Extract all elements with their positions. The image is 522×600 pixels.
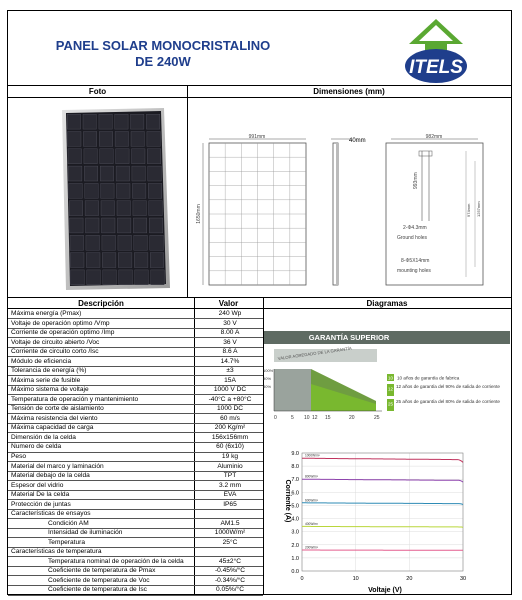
spec-description: Características de temperatura — [11, 548, 102, 556]
solar-cell — [67, 114, 80, 129]
solar-cell — [102, 235, 116, 250]
solar-cell — [132, 149, 146, 164]
solar-cell — [118, 235, 132, 250]
ground-holes-dim: 2-Φ4.3mm — [403, 225, 427, 231]
solar-cell — [70, 253, 84, 268]
solar-cell — [149, 201, 163, 216]
spec-value: Aluminio — [217, 462, 243, 470]
y-tick-label: 7.0 — [291, 477, 299, 484]
warranty-banner-text: GARANTÍA SUPERIOR — [308, 333, 390, 342]
spec-value: ±3 — [226, 367, 234, 375]
solar-cell — [134, 253, 148, 268]
description-header: Descripción — [78, 299, 124, 308]
x-tick-label: 0 — [300, 576, 304, 582]
spec-description: Voltaje de operación optimo /Vmp — [11, 319, 110, 327]
legend-num-25: 25 — [388, 401, 394, 407]
solar-cell — [69, 183, 83, 198]
spec-value: 15A — [224, 376, 236, 384]
spec-value: 36 V — [223, 338, 237, 346]
solar-cell — [151, 270, 165, 285]
solar-cell — [86, 253, 100, 268]
spec-value: 1000 DC — [216, 405, 244, 413]
x-tick-label: 30 — [459, 576, 467, 582]
spec-description: Dimensión de la celda — [11, 433, 76, 441]
spec-value: TPT — [223, 472, 237, 480]
legend-num-12: 12 — [388, 386, 394, 392]
spec-description: Temperatura de operación y mantenimiento — [11, 395, 139, 403]
warranty-arrow-label: VALOR AGREGADO DE LA GARANTÍA — [277, 345, 353, 361]
y-tick-label: 0.0 — [291, 569, 299, 575]
solar-cell — [100, 166, 114, 181]
solar-cell — [116, 166, 130, 181]
solar-cell — [132, 183, 146, 198]
solar-cell — [148, 183, 162, 198]
solar-cell — [68, 166, 82, 181]
solar-cell — [147, 149, 161, 164]
legend-text-10: 10 años de garantía de fabrica — [397, 375, 460, 381]
spec-description: Coeficiente de temperatura de Pmax — [48, 567, 156, 575]
spec-value: 0.05%/°C — [216, 586, 244, 594]
spec-value: -0.45%/°C — [214, 567, 246, 575]
spec-description: Tensión de corte de aislamiento — [11, 405, 104, 413]
solar-cell — [102, 218, 116, 233]
y-axis-label: Corriente (A) — [284, 479, 291, 523]
y-tick-label: 3.0 — [291, 529, 299, 536]
spec-description: Voltaje de circuito abierto /Voc — [11, 338, 100, 346]
y-tick-label: 9.0 — [291, 451, 299, 457]
mounting-holes-label: mounting holes — [397, 268, 431, 274]
iv-curve-chart — [270, 443, 510, 595]
hole-height-label: 993mm — [413, 172, 419, 189]
specs-table — [8, 309, 263, 595]
spec-description: Módulo de eficiencia — [11, 357, 72, 365]
solar-cell — [101, 201, 115, 216]
spec-value: -0.34%/°C — [214, 576, 246, 584]
dimensions-header: Dimensiones (mm) — [313, 87, 385, 96]
photo-header: Foto — [88, 87, 107, 96]
spec-value: IP65 — [223, 500, 237, 508]
x-tick-label: 10 — [352, 576, 359, 582]
spec-description: Máxima serie de fusible — [11, 376, 81, 384]
solar-cell — [134, 235, 148, 250]
spec-description: Material del marco y laminación — [11, 462, 104, 470]
solar-cell — [85, 201, 99, 216]
spec-value: 3.2 mm — [219, 481, 241, 489]
spec-description: Peso — [11, 453, 27, 460]
spec-description: Temperatura nominal de operación de la celda — [48, 557, 184, 565]
logo-text: ITELS — [409, 57, 463, 78]
solar-cell — [86, 218, 100, 233]
y-tick-label: 2.0 — [291, 542, 299, 549]
solar-cell — [131, 132, 144, 147]
solar-cell — [100, 149, 114, 164]
warranty-ytick-80: 80% — [263, 384, 272, 389]
spec-description: Corriente de operación optimo /Imp — [11, 329, 115, 337]
solar-cell — [99, 132, 112, 147]
iv-series-line — [302, 526, 463, 527]
width-label: 991mm — [248, 134, 266, 140]
y-tick-label: 4.0 — [291, 516, 299, 523]
solar-cell — [85, 183, 99, 198]
warranty-xtick-0: 0 — [274, 415, 277, 421]
warranty-diagram — [264, 329, 510, 429]
solar-cell — [133, 201, 147, 216]
dimensions-drawing — [191, 101, 509, 295]
solar-cell — [149, 218, 163, 233]
warranty-xtick-15: 15 — [325, 415, 331, 421]
x-tick-label: 20 — [406, 576, 413, 582]
datasheet — [7, 10, 512, 595]
solar-cell — [69, 201, 83, 216]
legend-num-10: 10 — [388, 375, 394, 381]
solar-cell — [131, 114, 144, 129]
y-tick-label: 1.0 — [291, 555, 299, 562]
spec-value: 240 Wp — [218, 310, 242, 317]
solar-cell — [70, 218, 84, 233]
iv-series-line — [302, 458, 463, 462]
spec-description: Intensidad de iluminación — [48, 529, 123, 537]
solar-cell — [119, 270, 133, 285]
warranty-ytick-90: 90% — [263, 376, 272, 381]
spec-value: 30 V — [223, 319, 237, 327]
spec-value: 60 m/s — [220, 414, 240, 422]
spec-description: Temperatura — [48, 538, 86, 546]
solar-cell — [133, 218, 147, 233]
spec-description: Coeficiente de temperatura de Voc — [48, 576, 150, 584]
side-dim-1: 974mm — [466, 203, 471, 217]
legend-text-12: 12 años de garantía del 90% de salida de corriente — [396, 383, 500, 389]
solar-cell — [117, 183, 131, 198]
spec-description: Máxima capacidad de carga — [11, 424, 94, 432]
spec-description: Características de ensayos — [11, 510, 91, 518]
spec-description: Espesor del vidrio — [11, 481, 64, 489]
spec-value: 19 kg — [221, 453, 239, 460]
diagrams-header: Diagramas — [366, 299, 408, 308]
solar-cell — [86, 235, 100, 250]
solar-cell — [132, 166, 146, 181]
solar-cell — [115, 114, 128, 129]
solar-cell — [147, 132, 160, 147]
spec-value: 14.7% — [220, 357, 240, 365]
solar-cell — [83, 132, 96, 147]
depth-label: 40mm — [349, 138, 366, 144]
solar-cell — [116, 149, 130, 164]
y-tick-label: 8.0 — [291, 464, 299, 471]
spec-description: Máximo sistema de voltaje — [11, 386, 89, 394]
solar-cell — [150, 253, 164, 268]
warranty-xtick-5: 5 — [291, 415, 294, 421]
iv-series-label: 600W/m² — [305, 498, 318, 503]
solar-cell — [102, 253, 116, 268]
spec-description: Numero de celda — [11, 443, 62, 451]
spec-value: 1000W/m² — [214, 529, 246, 537]
solar-cell — [101, 183, 115, 198]
x-axis-label: Voltaje (V) — [368, 587, 402, 594]
solar-cell — [68, 149, 82, 164]
spec-description: Corriente de circuito corto /Isc — [11, 348, 99, 356]
solar-cell — [148, 166, 162, 181]
iv-series-label: 400W/m² — [305, 521, 318, 526]
warranty-xtick-12: 12 — [312, 415, 318, 421]
spec-value: 45±2°C — [218, 557, 242, 565]
y-tick-label: 5.0 — [291, 503, 299, 510]
spec-description: Protección de juntas — [11, 500, 71, 508]
solar-cell — [117, 218, 130, 233]
legend-text-25: 25 años de garantía del 80% de salida de corriente — [396, 398, 500, 404]
solar-cell — [99, 114, 112, 129]
spec-description: Material debajo de la celda — [11, 472, 90, 480]
solar-panel-photo — [62, 108, 170, 290]
warranty-ytick-100: 100% — [263, 368, 274, 373]
spec-value: EVA — [223, 491, 237, 499]
height-label: 1650mm — [196, 204, 202, 224]
spec-description: Tolerancia de energía (%) — [11, 367, 87, 375]
solar-cell — [84, 149, 98, 164]
iv-series-label: 200W/m² — [305, 545, 318, 550]
spec-value: 8.00 A — [220, 329, 240, 337]
iv-series-line — [302, 503, 463, 505]
solar-cell — [103, 270, 117, 285]
solar-cell — [150, 235, 164, 250]
solar-cell — [68, 132, 81, 147]
solar-cell — [135, 270, 149, 285]
side-dim-2: 1257mm — [476, 201, 481, 217]
solar-cell — [87, 270, 101, 285]
hole-spacing-label: 982mm — [425, 134, 443, 140]
solar-cell — [115, 132, 128, 147]
spec-value: 60 (6x10) — [216, 443, 244, 451]
spec-description: Máxima energía (Pmax) — [11, 310, 82, 317]
spec-value: AM1.5 — [220, 519, 240, 527]
spec-value: -40°C a +80°C — [208, 395, 252, 403]
spec-value: 156x156mm — [211, 433, 249, 441]
warranty-xtick-10: 10 — [304, 415, 310, 421]
value-header: Valor — [218, 299, 239, 308]
itels-logo — [403, 16, 469, 86]
warranty-xtick-25: 25 — [374, 415, 380, 421]
ground-holes-label: Ground holes — [397, 235, 428, 241]
spec-description: Coeficiente de temperatura de Isc — [48, 586, 147, 594]
solar-cell — [117, 201, 131, 216]
row-divider — [8, 595, 263, 596]
spec-description: Material De la celda — [11, 491, 70, 499]
spec-value: 8.6 A — [222, 348, 238, 356]
y-tick-label: 6.0 — [291, 490, 299, 497]
warranty-xtick-20: 20 — [349, 415, 355, 421]
solar-cell — [83, 114, 96, 129]
spec-description: Condición AM — [48, 519, 89, 527]
iv-series-label: 800W/m² — [305, 474, 318, 479]
spec-value: 25°C — [222, 538, 238, 546]
page-title: PANEL SOLAR MONOCRISTALINO — [55, 38, 271, 53]
solar-cell — [146, 114, 159, 129]
iv-series-line — [302, 479, 463, 482]
page-subtitle: DE 240W — [135, 54, 191, 69]
solar-cell — [84, 166, 98, 181]
solar-cell — [118, 253, 132, 268]
solar-cell — [70, 235, 84, 250]
solar-cell — [71, 270, 85, 285]
mounting-holes-dim: 8-Φ5X14mm — [401, 258, 430, 264]
spec-value: 200 Kg/m² — [214, 424, 246, 432]
spec-value: 1000 V DC — [213, 386, 247, 394]
iv-series-label: 1000W/m² — [305, 453, 320, 458]
spec-description: Máxima resistencia del viento — [11, 414, 98, 422]
